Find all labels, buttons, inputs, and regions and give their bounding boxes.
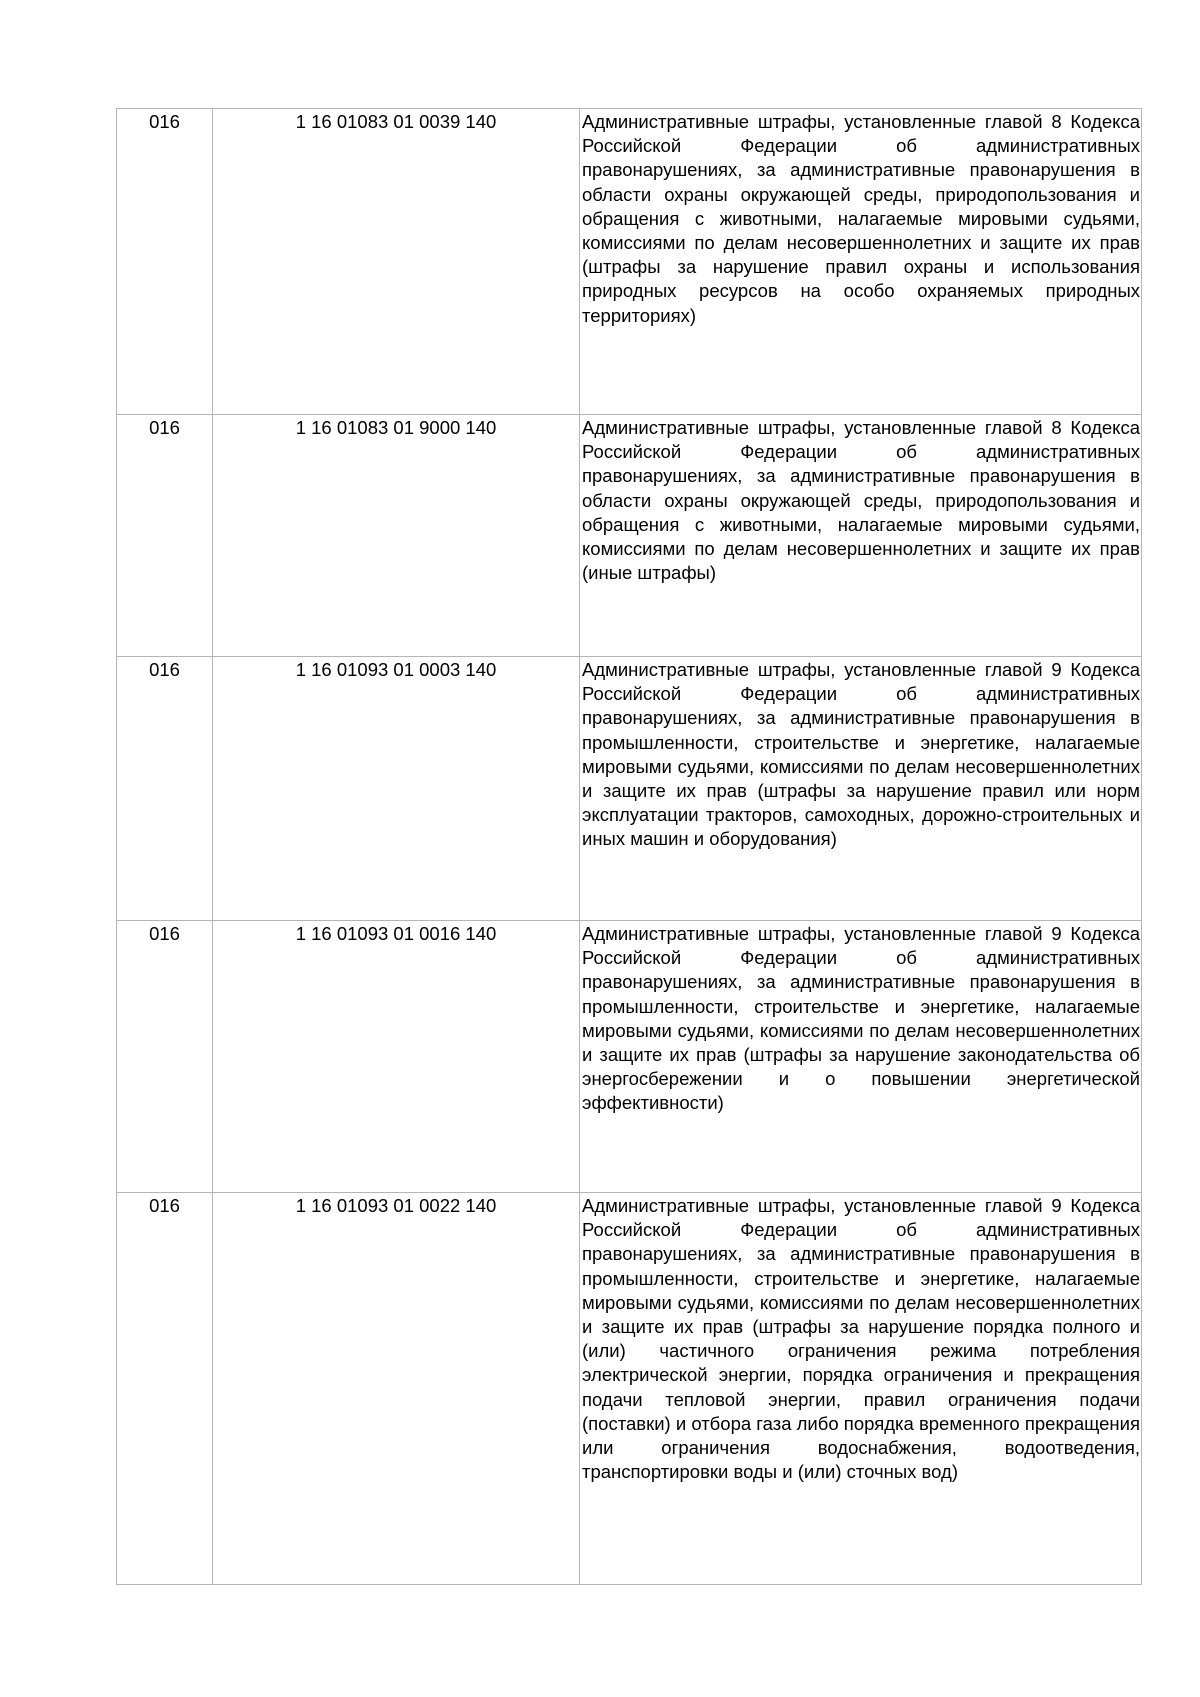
admin-code-cell: 016 — [117, 921, 213, 1193]
admin-code-cell: 016 — [117, 1193, 213, 1585]
kbk-code-cell: 1 16 01093 01 0003 140 — [213, 657, 580, 921]
description-cell: Административные штрафы, установленные главой 9 Кодекса Российской Федерации об административных правонарушениях, за административные правонарушения в промышленности, строительстве и энергетике, налагаемые мировыми судьями, комиссиями по делам несовершеннолетних и защите их прав (штрафы за нарушение правил или норм эксплуатации тракторов, самоходных, дорожно-строительных и иных машин и оборудования) — [580, 657, 1142, 921]
budget-codes-table — [116, 108, 1142, 1585]
table-row — [117, 415, 1142, 657]
kbk-code-cell: 1 16 01093 01 0016 140 — [213, 921, 580, 1193]
kbk-code-cell: 1 16 01083 01 0039 140 — [213, 109, 580, 415]
table-row — [117, 109, 1142, 415]
description-cell: Административные штрафы, установленные главой 8 Кодекса Российской Федерации об административных правонарушениях, за административные правонарушения в области охраны окружающей среды, природопользования и обращения с животными, налагаемые мировыми судьями, комиссиями по делам несовершеннолетних и защите их прав (иные штрафы) — [580, 415, 1142, 657]
description-cell: Административные штрафы, установленные главой 9 Кодекса Российской Федерации об административных правонарушениях, за административные правонарушения в промышленности, строительстве и энергетике, налагаемые мировыми судьями, комиссиями по делам несовершеннолетних и защите их прав (штрафы за нарушение законодательства об энергосбережении и о повышении энергетической эффективности) — [580, 921, 1142, 1193]
table-row — [117, 657, 1142, 921]
admin-code-cell: 016 — [117, 109, 213, 415]
kbk-code-cell: 1 16 01083 01 9000 140 — [213, 415, 580, 657]
kbk-code-cell: 1 16 01093 01 0022 140 — [213, 1193, 580, 1585]
admin-code-cell: 016 — [117, 415, 213, 657]
table-row — [117, 921, 1142, 1193]
description-cell: Административные штрафы, установленные главой 9 Кодекса Российской Федерации об административных правонарушениях, за административные правонарушения в промышленности, строительстве и энергетике, налагаемые мировыми судьями, комиссиями по делам несовершеннолетних и защите их прав (штрафы за нарушение порядка полного и (или) частичного ограничения режима потребления электрической энергии, порядка ограничения и прекращения подачи тепловой энергии, правил ограничения подачи (поставки) и отбора газа либо порядка временного прекращения или ограничения водоснабжения, водоотведения, транспортировки воды и (или) сточных вод) — [580, 1193, 1142, 1585]
description-cell: Административные штрафы, установленные главой 8 Кодекса Российской Федерации об административных правонарушениях, за административные правонарушения в области охраны окружающей среды, природопользования и обращения с животными, налагаемые мировыми судьями, комиссиями по делам несовершеннолетних и защите их прав (штрафы за нарушение правил охраны и использования природных ресурсов на особо охраняемых природных территориях) — [580, 109, 1142, 415]
admin-code-cell: 016 — [117, 657, 213, 921]
table-row — [117, 1193, 1142, 1585]
